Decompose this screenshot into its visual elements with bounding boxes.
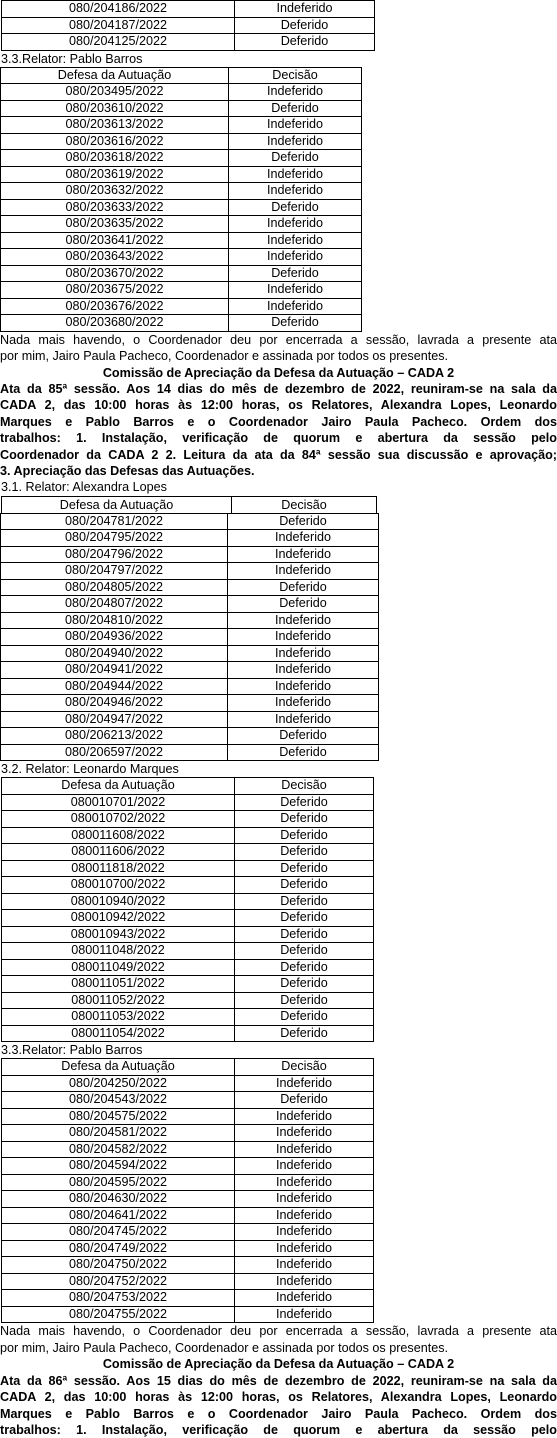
table-row [1, 117, 362, 134]
defesa-cell: 080/204947/2022 [1, 711, 228, 728]
decisao-cell: Deferido [235, 877, 374, 894]
table-row [1, 216, 362, 233]
defesa-cell: 080/204796/2022 [1, 546, 228, 563]
table-row [1, 249, 362, 266]
defesa-cell: 080010701/2022 [2, 794, 235, 811]
decisao-cell: Deferido [235, 34, 375, 51]
defesa-cell: 080/203495/2022 [1, 84, 229, 101]
decisao-cell: Indeferido [235, 1174, 374, 1191]
decisao-cell: Indeferido [235, 1224, 374, 1241]
defesa-cell: 080/203613/2022 [1, 117, 229, 134]
table-row [2, 910, 374, 927]
table-row [1, 315, 362, 332]
ata-85-paragraph [0, 381, 557, 479]
decisao-cell: Indeferido [228, 678, 379, 695]
table-row [1, 282, 362, 299]
decisao-cell: Deferido [235, 926, 374, 943]
decisao-cell: Deferido [235, 943, 374, 960]
decision-table-alexandra [0, 496, 557, 762]
ata-line: 3. Apreciação das Defesas das Autuações. [0, 463, 255, 478]
defesa-cell: 080/204543/2022 [2, 1092, 235, 1109]
table-header-row [2, 778, 374, 795]
defesa-cell: 080011608/2022 [2, 827, 235, 844]
defesa-cell: 080011818/2022 [2, 860, 235, 877]
table-row [2, 992, 374, 1009]
decisao-cell: Indeferido [235, 1240, 374, 1257]
ata-line: CADA 2, das 10:00 horas às 12:00 horas, os Relatores, Alexandra Lopes, Leonardo [0, 1390, 557, 1405]
defesa-cell: 080/204755/2022 [2, 1306, 235, 1323]
table-row [2, 976, 374, 993]
defesa-cell: 080/204940/2022 [1, 645, 228, 662]
column-header: Defesa da Autuação [2, 778, 235, 795]
decisao-cell: Indeferido [235, 1158, 374, 1175]
decisao-cell: Deferido [235, 992, 374, 1009]
defesa-cell: 080/203619/2022 [1, 166, 229, 183]
decisao-cell: Indeferido [229, 249, 362, 266]
table-header-row [1, 67, 362, 84]
table-row [2, 1025, 374, 1042]
ata-line: Ata da 85ª sessão. Aos 14 dias do mês de dezembro de 2022, reuniram-se na sala da [0, 381, 557, 396]
decisao-cell: Indeferido [235, 1273, 374, 1290]
table-row [1, 183, 362, 200]
decisao-cell: Deferido [235, 976, 374, 993]
decisao-cell: Indeferido [235, 1108, 374, 1125]
defesa-cell: 080/203633/2022 [1, 199, 229, 216]
defesa-cell: 080010943/2022 [2, 926, 235, 943]
defesa-cell: 080/204750/2022 [2, 1257, 235, 1274]
table-row [2, 844, 374, 861]
decisao-cell: Indeferido [228, 711, 379, 728]
table-row [2, 926, 374, 943]
table-row [2, 811, 374, 828]
table-row [2, 1290, 374, 1307]
decisao-cell: Indeferido [235, 1207, 374, 1224]
defesa-cell: 080010700/2022 [2, 877, 235, 894]
table-row [2, 34, 375, 51]
defesa-cell: 080/204575/2022 [2, 1108, 235, 1125]
defesa-cell: 080011052/2022 [2, 992, 235, 1009]
table-row [2, 943, 374, 960]
table-header-row [2, 1059, 374, 1076]
column-header: Defesa da Autuação [2, 1059, 235, 1076]
defesa-cell: 080/204250/2022 [2, 1075, 235, 1092]
defesa-cell: 080/204125/2022 [2, 34, 235, 51]
defesa-cell: 080/203641/2022 [1, 232, 229, 249]
defesa-cell: 080/204805/2022 [1, 579, 228, 596]
defesa-cell: 080/203676/2022 [1, 298, 229, 315]
table-row [2, 1240, 374, 1257]
table-row [2, 17, 375, 34]
defesa-cell: 080/203643/2022 [1, 249, 229, 266]
decisao-cell: Indeferido [229, 232, 362, 249]
defesa-cell: 080/203618/2022 [1, 150, 229, 167]
table-row [1, 695, 379, 712]
defesa-cell: 080/204187/2022 [2, 17, 235, 34]
decisao-cell: Indeferido [229, 133, 362, 150]
decisao-cell: Deferido [229, 315, 362, 332]
defesa-cell: 080/203635/2022 [1, 216, 229, 233]
closing-paragraph [0, 1323, 557, 1356]
decision-table-pablo-84 [0, 67, 362, 332]
table-row [1, 530, 379, 547]
table-row [1, 265, 362, 282]
table-row [2, 1191, 374, 1208]
column-header: Decisão [235, 1059, 374, 1076]
decisao-cell: Indeferido [229, 216, 362, 233]
table-row [2, 1075, 374, 1092]
table-row [2, 1108, 374, 1125]
defesa-cell: 080/204946/2022 [1, 695, 228, 712]
decisao-cell: Deferido [228, 596, 379, 613]
closing-line: Nada mais havendo, o Coordenador deu por encerrada a sessão, lavrada a presente ata [0, 1324, 557, 1339]
defesa-cell: 080/204936/2022 [1, 629, 228, 646]
decisao-cell: Deferido [229, 199, 362, 216]
decisao-cell: Deferido [228, 728, 379, 745]
table-row [1, 629, 379, 646]
table-row [1, 563, 379, 580]
defesa-cell: 080/203632/2022 [1, 183, 229, 200]
table-row [1, 678, 379, 695]
defesa-cell: 080/204810/2022 [1, 612, 228, 629]
decisao-cell: Indeferido [235, 1, 375, 18]
table-row [2, 1125, 374, 1142]
defesa-cell: 080/203616/2022 [1, 133, 229, 150]
decisao-cell: Deferido [228, 513, 379, 530]
relator-heading: 3.2. Relator: Leonardo Marques [1, 762, 179, 777]
decisao-cell: Deferido [229, 100, 362, 117]
closing-line: Nada mais havendo, o Coordenador deu por encerrada a sessão, lavrada a presente ata [0, 332, 557, 347]
table-row [2, 1306, 374, 1323]
table-row [1, 298, 362, 315]
defesa-cell: 080/203670/2022 [1, 265, 229, 282]
relator-heading: 3.3.Relator: Pablo Barros [1, 1043, 143, 1058]
table-row [1, 612, 379, 629]
defesa-cell: 080010940/2022 [2, 893, 235, 910]
defesa-cell: 080/204753/2022 [2, 1290, 235, 1307]
defesa-cell: 080/204941/2022 [1, 662, 228, 679]
ata-line: Marques e Pablo Barros e o Coordenador Jairo Paula Pacheco. Ordem dos [0, 1406, 557, 1421]
decisao-cell: Indeferido [235, 1257, 374, 1274]
decisao-cell: Indeferido [229, 84, 362, 101]
table-row [2, 877, 374, 894]
table-row [1, 662, 379, 679]
closing-paragraph [0, 332, 557, 365]
defesa-cell: 080/204749/2022 [2, 1240, 235, 1257]
column-header: Decisão [231, 496, 377, 513]
column-header: Decisão [235, 778, 374, 795]
defesa-cell: 080/204795/2022 [1, 530, 228, 547]
table-row [1, 100, 362, 117]
decisao-cell: Indeferido [228, 662, 379, 679]
table-row [1, 199, 362, 216]
decisao-cell: Deferido [235, 794, 374, 811]
table-row [1, 150, 362, 167]
table-row [1, 645, 379, 662]
defesa-cell: 080/204186/2022 [2, 1, 235, 18]
table-row [2, 1092, 374, 1109]
decisao-cell: Indeferido [228, 530, 379, 547]
decisao-cell: Deferido [228, 579, 379, 596]
decisao-cell: Indeferido [229, 166, 362, 183]
table-row [1, 232, 362, 249]
defesa-cell: 080011054/2022 [2, 1025, 235, 1042]
decisao-cell: Indeferido [229, 282, 362, 299]
decisao-cell: Deferido [229, 265, 362, 282]
table-row [1, 728, 379, 745]
decisao-cell: Indeferido [228, 612, 379, 629]
decisao-cell: Deferido [235, 959, 374, 976]
decisao-cell: Deferido [235, 1009, 374, 1026]
closing-line: por mim, Jairo Paula Pacheco, Coordenador e assinada por todos os presentes. [0, 1340, 449, 1355]
defesa-cell: 080011051/2022 [2, 976, 235, 993]
decisao-cell: Deferido [235, 893, 374, 910]
defesa-cell: 080/203610/2022 [1, 100, 229, 117]
table-row [2, 1, 375, 18]
decisao-cell: Deferido [235, 827, 374, 844]
defesa-cell: 080/206597/2022 [1, 744, 228, 761]
decisao-cell: Deferido [235, 844, 374, 861]
closing-line: por mim, Jairo Paula Pacheco, Coordenador e assinada por todos os presentes. [0, 349, 449, 364]
defesa-cell: 080/203675/2022 [1, 282, 229, 299]
column-header: Defesa da Autuação [1, 496, 232, 513]
decisao-cell: Deferido [235, 811, 374, 828]
decisao-cell: Indeferido [229, 298, 362, 315]
table-row [1, 133, 362, 150]
table-row [2, 1224, 374, 1241]
decisao-cell: Deferido [235, 910, 374, 927]
ata-line: Coordenador da CADA 2 2. Leitura da ata da 84ª sessão sua discussão e aprovação; [0, 447, 557, 462]
table-row [2, 827, 374, 844]
decisao-cell: Indeferido [235, 1191, 374, 1208]
decisao-cell: Indeferido [228, 563, 379, 580]
decisao-cell: Indeferido [235, 1306, 374, 1323]
decisao-cell: Indeferido [228, 546, 379, 563]
ata-line: Marques e Pablo Barros e o Coordenador Jairo Paula Pacheco. Ordem dos [0, 414, 557, 429]
defesa-cell: 080/204745/2022 [2, 1224, 235, 1241]
table-row [1, 596, 379, 613]
ata-86-paragraph [0, 1373, 557, 1438]
table-row [2, 1009, 374, 1026]
table-header [0, 496, 378, 513]
defesa-cell: 080/203680/2022 [1, 315, 229, 332]
decisao-cell: Deferido [235, 17, 375, 34]
top-table [1, 0, 375, 51]
relator-heading: 3.3.Relator: Pablo Barros [1, 51, 143, 66]
decisao-cell: Indeferido [228, 695, 379, 712]
column-header: Decisão [229, 67, 362, 84]
defesa-cell: 080/204630/2022 [2, 1191, 235, 1208]
defesa-cell: 080/204807/2022 [1, 596, 228, 613]
decisao-cell: Deferido [235, 1025, 374, 1042]
decisao-cell: Indeferido [228, 629, 379, 646]
defesa-cell: 080010702/2022 [2, 811, 235, 828]
table-row [2, 1273, 374, 1290]
table-row [1, 744, 379, 761]
decisao-cell: Deferido [229, 150, 362, 167]
table-row [2, 1174, 374, 1191]
decision-table-leonardo [1, 777, 374, 1042]
ata-line: CADA 2, das 10:00 horas às 12:00 horas, os Relatores, Alexandra Lopes, Leonardo [0, 398, 557, 413]
defesa-cell: 080/204582/2022 [2, 1141, 235, 1158]
table-row [1, 711, 379, 728]
decisao-cell: Deferido [235, 860, 374, 877]
table-row [2, 1141, 374, 1158]
decisao-cell: Indeferido [235, 1290, 374, 1307]
defesa-cell: 080/204752/2022 [2, 1273, 235, 1290]
table-row [2, 1158, 374, 1175]
defesa-cell: 080011053/2022 [2, 1009, 235, 1026]
table-row [2, 893, 374, 910]
decisao-cell: Deferido [235, 1092, 374, 1109]
decisao-cell: Indeferido [235, 1075, 374, 1092]
defesa-cell: 080010942/2022 [2, 910, 235, 927]
table-row [1, 513, 379, 530]
decisao-cell: Indeferido [235, 1141, 374, 1158]
ata-line: trabalhos: 1. Instalação, verificação de quorum e abertura da sessão pelo [0, 431, 557, 446]
defesa-cell: 080/204944/2022 [1, 678, 228, 695]
table-row [1, 546, 379, 563]
defesa-cell: 080/206213/2022 [1, 728, 228, 745]
defesa-cell: 080/204581/2022 [2, 1125, 235, 1142]
defesa-cell: 080011049/2022 [2, 959, 235, 976]
defesa-cell: 080/204595/2022 [2, 1174, 235, 1191]
decisao-cell: Deferido [228, 744, 379, 761]
decisao-cell: Indeferido [229, 117, 362, 134]
table-row [2, 794, 374, 811]
decisao-cell: Indeferido [228, 645, 379, 662]
table-row [1, 579, 379, 596]
decisao-cell: Indeferido [235, 1125, 374, 1142]
commission-heading: Comissão de Apreciação da Defesa da Autuação – CADA 2 [102, 1357, 455, 1372]
column-header: Defesa da Autuação [1, 67, 229, 84]
table-row [1, 166, 362, 183]
decision-table-pablo-85 [1, 1058, 374, 1323]
defesa-cell: 080/204797/2022 [1, 563, 228, 580]
defesa-cell: 080/204594/2022 [2, 1158, 235, 1175]
ata-line: Ata da 86ª sessão. Aos 15 dias do mês de dezembro de 2022, reuniram-se na sala da [0, 1373, 557, 1388]
table-row [2, 1257, 374, 1274]
defesa-cell: 080011606/2022 [2, 844, 235, 861]
table-row [2, 1207, 374, 1224]
relator-heading: 3.1. Relator: Alexandra Lopes [1, 480, 167, 495]
decisao-cell: Indeferido [229, 183, 362, 200]
table-row [2, 959, 374, 976]
commission-heading: Comissão de Apreciação da Defesa da Autuação – CADA 2 [102, 365, 455, 380]
table-row [2, 860, 374, 877]
ata-line: trabalhos: 1. Instalação, verificação de quorum e abertura da sessão pelo [0, 1422, 557, 1437]
defesa-cell: 080/204641/2022 [2, 1207, 235, 1224]
table-row [1, 84, 362, 101]
defesa-cell: 080/204781/2022 [1, 513, 228, 530]
defesa-cell: 080011048/2022 [2, 943, 235, 960]
